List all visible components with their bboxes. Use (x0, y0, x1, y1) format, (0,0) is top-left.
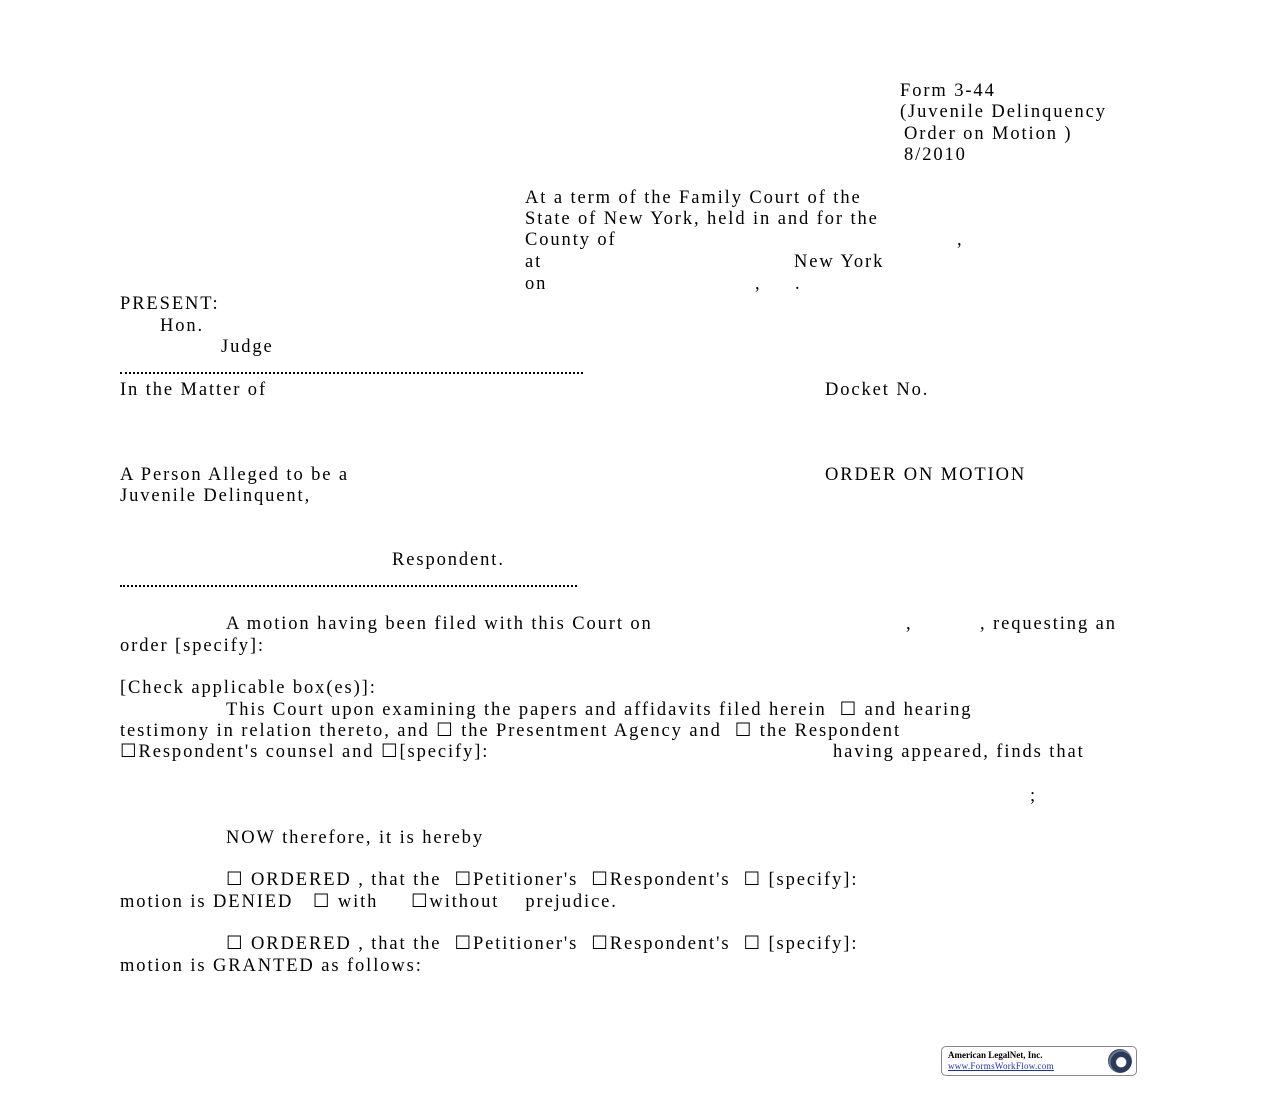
court-line-2: State of New York, held in and for the (525, 209, 879, 229)
motion-line-1: A motion having been filed with this Court on (226, 614, 653, 634)
county-comma: , (957, 230, 964, 250)
ordered-granted-line-2: motion is GRANTED as follows: (120, 956, 423, 976)
present-label: PRESENT: (120, 294, 220, 314)
ordered-denied-line-1: ☐ ORDERED , that the ☐Petitioner's ☐Respondent's ☐ [specify]: (226, 870, 859, 890)
globe-icon (1108, 1049, 1132, 1073)
matter-label: In the Matter of (120, 380, 268, 400)
on-period: . (795, 274, 802, 294)
juvenile-delinquent: Juvenile Delinquent, (120, 486, 312, 506)
motion-line-2: order [specify]: (120, 636, 265, 656)
form-title: Order on Motion ) (904, 124, 1073, 144)
caption-divider-bottom (120, 585, 577, 587)
at-label: at (525, 252, 543, 272)
form-number: Form 3-44 (900, 81, 996, 101)
american-legalnet-logo[interactable] (941, 1046, 1137, 1076)
finding-appeared: having appeared, finds that (833, 742, 1085, 762)
state-name: New York (794, 252, 885, 272)
logo-company: American LegalNet, Inc. (948, 1050, 1043, 1060)
ordered-granted-line-1: ☐ ORDERED , that the ☐Petitioner's ☐Respondent's ☐ [specify]: (226, 934, 859, 954)
on-comma: , (755, 274, 762, 294)
person-alleged: A Person Alleged to be a (120, 465, 350, 485)
hon-label: Hon. (160, 316, 205, 336)
finding-line-2: testimony in relation thereto, and ☐ the Presentment Agency and ☐ the Respondent (120, 721, 901, 741)
now-therefore: NOW therefore, it is hereby (226, 828, 484, 848)
on-label: on (525, 274, 548, 294)
motion-requesting: , requesting an (980, 614, 1117, 634)
logo-url-link[interactable]: www.FormsWorkFlow.com (948, 1061, 1054, 1071)
check-label: [Check applicable box(es)]: (120, 678, 377, 698)
form-date: 8/2010 (904, 145, 967, 165)
county-label: County of (525, 230, 617, 250)
form-type: (Juvenile Delinquency (900, 102, 1107, 122)
caption-divider-top (120, 372, 583, 374)
docket-label: Docket No. (825, 380, 930, 400)
motion-comma: , (906, 614, 913, 634)
ordered-denied-line-2: motion is DENIED ☐ with ☐without prejudice. (120, 892, 618, 912)
finding-line-1: This Court upon examining the papers and affidavits filed herein ☐ and hearing (226, 700, 973, 720)
respondent-label: Respondent. (392, 550, 505, 570)
document-title: ORDER ON MOTION (825, 465, 1027, 485)
court-line-1: At a term of the Family Court of the (525, 188, 862, 208)
finding-line-3: ☐Respondent's counsel and ☐[specify]: (120, 742, 490, 762)
finding-semicolon: ; (1030, 786, 1038, 806)
judge-label: Judge (221, 337, 274, 357)
